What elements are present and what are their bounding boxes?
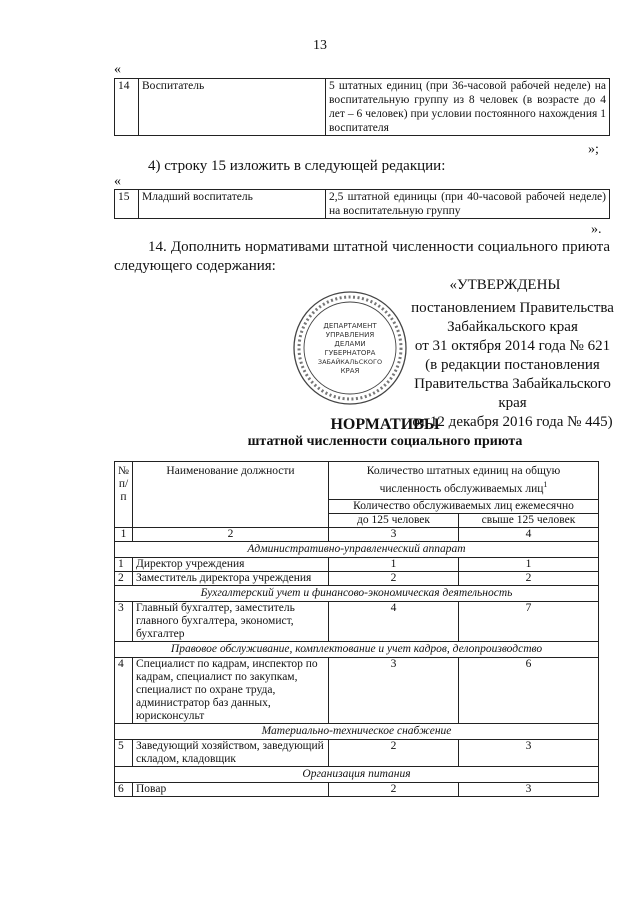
row-value-up-to-125: 3 — [329, 657, 459, 723]
header-quantity-text: Количество штатных единиц на общую численность обслуживаемых лиц — [366, 465, 561, 495]
row-value-up-to-125: 2 — [329, 782, 459, 796]
header-over-125: свыше 125 человек — [459, 513, 599, 527]
stamp-line-5: ЗАБАЙКАЛЬСКОГО — [317, 358, 383, 366]
row14-norm: 5 штатных единиц (при 36-часовой рабочей неделе) на воспитательную группу из 8 человек (в возрасте до 4 лет – 6 человек) при условии постоянного нахождения 1 воспитателя — [326, 79, 610, 136]
table-row — [115, 739, 599, 766]
row14-table — [114, 78, 610, 136]
row-num: 6 — [115, 782, 133, 796]
row-num: 2 — [115, 571, 133, 585]
index-cell: 1 — [115, 527, 133, 541]
row14-position: Воспитатель — [139, 79, 326, 136]
row15-num: 15 — [115, 190, 139, 219]
row-position: Директор учреждения — [133, 557, 329, 571]
round-stamp — [292, 290, 408, 406]
row-position: Специалист по кадрам, инспектор по кадрам, специалист по закупкам, специалист по охране труда, администратор баз данных, юрисконсульт — [133, 657, 329, 723]
row-value-over-125: 3 — [459, 782, 599, 796]
index-cell: 2 — [133, 527, 329, 541]
section-heading: Административно-управленческий аппарат — [115, 541, 599, 557]
table-row — [115, 782, 599, 796]
row-num: 3 — [115, 601, 133, 641]
norms-table — [114, 461, 599, 797]
approval-line-1: «УТВЕРЖДЕНЫ — [449, 277, 561, 293]
document-subtitle: штатной численности социального приюта — [247, 434, 523, 449]
quote-open: « — [114, 62, 121, 77]
approval-line-3: Забайкальского края — [447, 319, 578, 335]
approval-line-2: постановлением Правительства — [411, 300, 614, 316]
row15-table — [114, 189, 610, 219]
table-header-row — [115, 462, 599, 500]
row-value-up-to-125: 1 — [329, 557, 459, 571]
table-row — [115, 571, 599, 585]
stamp-line-4: ГУБЕРНАТОРА — [324, 349, 376, 357]
section-heading: Организация питания — [115, 766, 599, 782]
section-heading: Материально-техническое снабжение — [115, 723, 599, 739]
paragraph-14: 14. Дополнить нормативами штатной численности социального приюта следующего содержания: — [114, 239, 610, 274]
index-cell: 3 — [329, 527, 459, 541]
stamp-line-2: УПРАВЛЕНИЯ — [325, 331, 375, 339]
page-number: 13 — [313, 38, 327, 53]
quote-close-1: »; — [588, 142, 599, 157]
row-position: Заместитель директора учреждения — [133, 571, 329, 585]
column-index-row — [115, 527, 599, 541]
row-value-over-125: 6 — [459, 657, 599, 723]
row15-norm: 2,5 штатной единицы (при 40-часовой рабочей неделе) на воспитательную группу — [326, 190, 610, 219]
row15-position: Младший воспитатель — [139, 190, 326, 219]
approval-line-7: от 12 декабря 2016 года № 445) — [412, 414, 613, 430]
row-value-up-to-125: 2 — [329, 739, 459, 766]
row14-num: 14 — [115, 79, 139, 136]
stamp-line-1: ДЕПАРТАМЕНТ — [323, 322, 377, 330]
section-heading: Правовое обслуживание, комплектование и учет кадров, делопроизводство — [115, 641, 599, 657]
index-cell: 4 — [459, 527, 599, 541]
quote-open-2: « — [114, 174, 121, 189]
approval-line-5: (в редакции постановления — [425, 357, 600, 373]
stamp-line-6: КРАЯ — [340, 367, 360, 375]
row-position: Главный бухгалтер, заместитель главного бухгалтера, экономист, бухгалтер — [133, 601, 329, 641]
row-value-over-125: 7 — [459, 601, 599, 641]
approval-line-6: Правительства Забайкальского края — [414, 376, 611, 411]
section-heading: Бухгалтерский учет и финансово-экономическая деятельность — [115, 585, 599, 601]
approval-block — [400, 276, 610, 295]
row-position: Повар — [133, 782, 329, 796]
table-row — [115, 557, 599, 571]
approval-line-4: от 31 октября 2014 года № 621 — [414, 338, 611, 354]
row-value-over-125: 1 — [459, 557, 599, 571]
header-quantity — [329, 462, 599, 500]
quote-close-2: ». — [591, 222, 602, 237]
table-row — [115, 601, 599, 641]
paragraph-4: 4) строку 15 изложить в следующей редакции: — [148, 158, 446, 174]
row-position: Заведующий хозяйством, заведующий складом, кладовщик — [133, 739, 329, 766]
header-quantity-footnote: 1 — [543, 480, 548, 489]
row-num: 4 — [115, 657, 133, 723]
table-row — [115, 657, 599, 723]
header-num: № п/п — [115, 462, 133, 528]
header-served: Количество обслуживаемых лиц ежемесячно — [329, 499, 599, 513]
approval-lines — [405, 299, 620, 432]
row-num: 1 — [115, 557, 133, 571]
stamp-line-3: ДЕЛАМИ — [334, 340, 366, 348]
header-name: Наименование должности — [133, 462, 329, 528]
row-num: 5 — [115, 739, 133, 766]
row-value-up-to-125: 2 — [329, 571, 459, 585]
row-value-up-to-125: 4 — [329, 601, 459, 641]
header-up-to-125: до 125 человек — [329, 513, 459, 527]
row-value-over-125: 2 — [459, 571, 599, 585]
document-title: НОРМАТИВЫ — [330, 416, 440, 433]
row-value-over-125: 3 — [459, 739, 599, 766]
